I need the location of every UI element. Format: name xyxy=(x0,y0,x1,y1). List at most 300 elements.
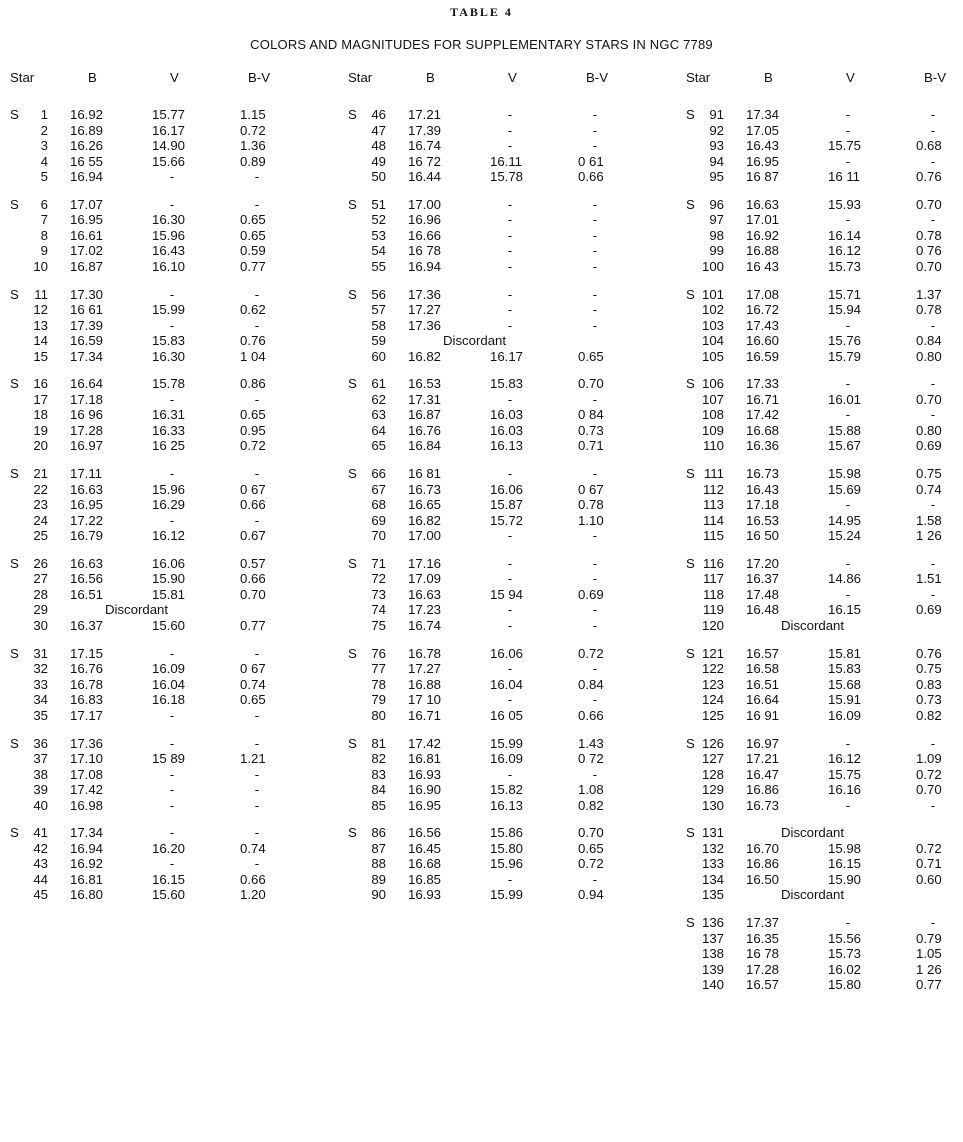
star-number: 6 xyxy=(40,196,48,212)
star-number: 127 xyxy=(701,751,724,767)
b-magnitude: 16.83 xyxy=(70,692,104,708)
v-magnitude: 15.99 xyxy=(490,735,524,751)
b-v-color: 0.72 xyxy=(578,645,604,661)
table-row xyxy=(10,287,300,303)
v-magnitude: - xyxy=(169,512,175,528)
star-number: 36 xyxy=(33,735,48,751)
discordant-note: Discordant xyxy=(105,602,169,618)
b-magnitude: 16.74 xyxy=(408,617,442,633)
b-v-color: 0.70 xyxy=(916,258,942,274)
b-magnitude: 16.43 xyxy=(746,138,780,153)
table-row xyxy=(348,767,638,783)
b-v-color: 1.09 xyxy=(916,751,942,767)
b-magnitude: 16.94 xyxy=(70,840,104,856)
star-number: 95 xyxy=(709,169,724,184)
table-row xyxy=(686,287,963,303)
star-group xyxy=(10,736,300,814)
star-number: 63 xyxy=(371,407,386,423)
table-row xyxy=(686,438,963,454)
b-magnitude: 17.43 xyxy=(746,317,780,333)
b-v-color: - xyxy=(930,555,936,571)
b-magnitude: 16.85 xyxy=(408,871,442,887)
star-prefix: S xyxy=(348,196,357,212)
table-row xyxy=(10,349,300,365)
b-v-color: - xyxy=(592,258,598,274)
v-magnitude: 16.29 xyxy=(152,497,186,513)
b-magnitude: 17.36 xyxy=(408,286,442,302)
table-row xyxy=(686,692,963,708)
v-magnitude: 16.04 xyxy=(152,676,186,692)
star-number: 20 xyxy=(33,438,48,454)
star-number: 35 xyxy=(33,707,48,723)
table-row xyxy=(10,302,300,318)
table-row xyxy=(348,872,638,888)
star-number: 128 xyxy=(701,766,724,782)
table-row xyxy=(10,692,300,708)
b-v-color: 0.76 xyxy=(240,333,266,349)
v-magnitude: 16 25 xyxy=(152,438,186,454)
b-magnitude: 16.94 xyxy=(70,169,104,184)
b-v-color: 0.69 xyxy=(916,602,942,618)
v-magnitude: 14.86 xyxy=(828,571,862,587)
b-v-color: 0.72 xyxy=(916,766,942,782)
v-magnitude: - xyxy=(169,825,175,841)
table-row xyxy=(686,154,963,170)
v-header: V xyxy=(508,70,517,85)
table-row xyxy=(686,466,963,482)
table-row xyxy=(686,228,963,244)
star-prefix: S xyxy=(686,196,695,212)
table-row xyxy=(348,154,638,170)
v-magnitude: - xyxy=(507,138,513,153)
star-number: 111 xyxy=(703,466,724,482)
b-v-color: - xyxy=(592,466,598,482)
v-magnitude: - xyxy=(845,122,851,138)
v-magnitude: - xyxy=(507,212,513,228)
star-number: 54 xyxy=(371,243,386,259)
table-row xyxy=(686,841,963,857)
table-row xyxy=(348,228,638,244)
b-v-color: - xyxy=(592,555,598,571)
v-magnitude: 16.17 xyxy=(490,348,524,364)
b-magnitude: 17.22 xyxy=(70,512,104,528)
b-magnitude: 16.37 xyxy=(70,617,104,633)
b-magnitude: 17.34 xyxy=(70,348,104,364)
v-magnitude: 16.10 xyxy=(152,258,186,274)
table-row xyxy=(348,841,638,857)
b-v-color: 0.68 xyxy=(916,138,942,153)
v-magnitude: 15.73 xyxy=(828,946,862,962)
b-v-color: 0.73 xyxy=(916,692,942,708)
table-row xyxy=(686,423,963,439)
b-v-color: 0.65 xyxy=(240,212,266,228)
star-number: 134 xyxy=(701,871,724,887)
table-row xyxy=(10,571,300,587)
table-row xyxy=(686,571,963,587)
star-number: 5 xyxy=(40,169,48,184)
table-row xyxy=(686,887,963,903)
b-magnitude: 16.50 xyxy=(746,871,780,887)
table-row xyxy=(348,169,638,185)
v-magnitude: 16.15 xyxy=(152,871,186,887)
b-magnitude: 16.81 xyxy=(70,871,104,887)
v-magnitude: 15.88 xyxy=(828,422,862,438)
table-row xyxy=(686,333,963,349)
star-number: 77 xyxy=(371,661,386,677)
star-group xyxy=(686,107,963,185)
table-row xyxy=(348,376,638,392)
star-number: 21 xyxy=(33,466,48,482)
b-magnitude: 16 78 xyxy=(408,243,442,259)
star-number: 120 xyxy=(701,617,724,633)
table-row xyxy=(348,407,638,423)
b-v-color: 0.70 xyxy=(916,782,942,798)
star-prefix: S xyxy=(10,286,19,302)
star-prefix: S xyxy=(686,735,695,751)
table-row xyxy=(348,571,638,587)
table-row xyxy=(10,602,300,618)
star-number: 23 xyxy=(33,497,48,513)
v-magnitude: 15.69 xyxy=(828,481,862,497)
v-magnitude: 16.17 xyxy=(152,122,186,138)
star-prefix: S xyxy=(348,376,357,392)
v-magnitude: 15 94 xyxy=(490,586,524,602)
b-v-color: 0 72 xyxy=(578,751,604,767)
b-v-color: - xyxy=(592,391,598,407)
table-row xyxy=(686,915,963,931)
b-magnitude: 17.42 xyxy=(746,407,780,423)
table-row xyxy=(686,661,963,677)
table-row xyxy=(10,197,300,213)
star-prefix: S xyxy=(686,555,695,571)
b-v-color: 0.66 xyxy=(578,169,604,184)
star-number: 31 xyxy=(33,645,48,661)
v-magnitude: 16.12 xyxy=(828,243,862,259)
v-magnitude: - xyxy=(845,497,851,513)
star-number: 45 xyxy=(33,887,48,903)
b-v-color: 0.69 xyxy=(578,586,604,602)
table-row xyxy=(10,123,300,139)
star-group xyxy=(686,376,963,454)
b-v-color: 0.76 xyxy=(916,169,942,184)
star-number: 7 xyxy=(40,212,48,228)
b-magnitude: 16.63 xyxy=(70,555,104,571)
star-number: 107 xyxy=(701,391,724,407)
b-v-color: 0.78 xyxy=(916,227,942,243)
star-number: 87 xyxy=(371,840,386,856)
b-v-color: 1.08 xyxy=(578,782,604,798)
star-header: Star xyxy=(686,70,711,85)
table-row xyxy=(10,407,300,423)
b-magnitude: 17.18 xyxy=(70,391,104,407)
v-magnitude: 16.06 xyxy=(490,645,524,661)
table-row xyxy=(10,243,300,259)
v-header: V xyxy=(846,70,855,85)
table-row xyxy=(10,466,300,482)
b-magnitude: 16.70 xyxy=(746,840,780,856)
table-row xyxy=(348,646,638,662)
b-v-color: - xyxy=(592,661,598,677)
star-number: 133 xyxy=(701,856,724,872)
table-row xyxy=(348,333,638,349)
b-v-color: 0.77 xyxy=(916,977,942,993)
table-row xyxy=(10,825,300,841)
v-magnitude: 15.60 xyxy=(152,887,186,903)
b-magnitude: 17.39 xyxy=(408,122,442,138)
b-v-color: - xyxy=(254,645,260,661)
table-row xyxy=(10,228,300,244)
v-magnitude: - xyxy=(169,169,175,184)
b-magnitude: 16.92 xyxy=(746,227,780,243)
b-v-color: 0.70 xyxy=(916,391,942,407)
star-number: 121 xyxy=(701,645,724,661)
star-number: 69 xyxy=(371,512,386,528)
b-magnitude: 17.17 xyxy=(70,707,104,723)
table-row xyxy=(348,602,638,618)
table-row xyxy=(686,513,963,529)
table-row xyxy=(348,661,638,677)
b-magnitude: 16.64 xyxy=(746,692,780,708)
b-magnitude: 16.88 xyxy=(746,243,780,259)
star-number: 15 xyxy=(33,348,48,364)
v-magnitude: - xyxy=(507,243,513,259)
v-magnitude: 15 89 xyxy=(152,751,186,767)
b-magnitude: 16.73 xyxy=(746,466,780,482)
table-row xyxy=(686,407,963,423)
star-number: 82 xyxy=(371,751,386,767)
star-group xyxy=(10,466,300,544)
star-group xyxy=(10,556,300,634)
b-magnitude: 16.56 xyxy=(70,571,104,587)
v-magnitude: - xyxy=(845,797,851,813)
v-magnitude: 15.77 xyxy=(152,107,186,122)
v-magnitude: - xyxy=(507,122,513,138)
star-group xyxy=(348,825,638,903)
table-row xyxy=(10,856,300,872)
table-row xyxy=(348,692,638,708)
b-v-color: 0.82 xyxy=(578,797,604,813)
star-number: 38 xyxy=(33,766,48,782)
b-magnitude: 16 87 xyxy=(746,169,780,184)
b-v-color: 0.76 xyxy=(916,645,942,661)
star-group xyxy=(686,466,963,544)
b-v-color: 1 26 xyxy=(916,961,942,977)
b-v-color: 0.70 xyxy=(578,825,604,841)
star-number: 37 xyxy=(33,751,48,767)
v-magnitude: 15.76 xyxy=(828,333,862,349)
table-row xyxy=(348,466,638,482)
star-number: 3 xyxy=(40,138,48,153)
discordant-note: Discordant xyxy=(781,887,845,903)
table-row xyxy=(348,782,638,798)
b-magnitude: 16.59 xyxy=(746,348,780,364)
star-prefix: S xyxy=(10,466,19,482)
b-magnitude: 17.28 xyxy=(70,422,104,438)
b-v-color: - xyxy=(254,512,260,528)
star-number: 131 xyxy=(701,825,724,841)
star-number: 40 xyxy=(33,797,48,813)
b-magnitude: 16.92 xyxy=(70,107,104,122)
b-v-color: - xyxy=(592,243,598,259)
b-magnitude: 16.61 xyxy=(70,227,104,243)
star-number: 124 xyxy=(701,692,724,708)
star-number: 100 xyxy=(701,258,724,274)
v-magnitude: - xyxy=(169,766,175,782)
table-row xyxy=(10,661,300,677)
b-magnitude: 17.23 xyxy=(408,602,442,618)
table-row xyxy=(686,646,963,662)
star-prefix: S xyxy=(348,107,357,122)
b-v-color: 0.74 xyxy=(240,676,266,692)
v-magnitude: - xyxy=(845,212,851,228)
star-group xyxy=(686,646,963,724)
b-v-color: 0.86 xyxy=(240,376,266,392)
b-v-color: - xyxy=(930,317,936,333)
star-number: 101 xyxy=(701,286,724,302)
star-number: 79 xyxy=(371,692,386,708)
b-magnitude: 17 10 xyxy=(408,692,442,708)
v-magnitude: 15.98 xyxy=(828,466,862,482)
b-v-color: 0.65 xyxy=(240,227,266,243)
b-magnitude: 17.08 xyxy=(70,766,104,782)
table-row xyxy=(348,497,638,513)
b-magnitude: 16.74 xyxy=(408,138,442,153)
v-magnitude: 16.20 xyxy=(152,840,186,856)
star-number: 16 xyxy=(33,376,48,392)
star-number: 52 xyxy=(371,212,386,228)
v-magnitude: 15.67 xyxy=(828,438,862,454)
star-number: 58 xyxy=(371,317,386,333)
b-v-color: 0.59 xyxy=(240,243,266,259)
star-number: 46 xyxy=(371,107,386,122)
table-row xyxy=(686,977,963,993)
star-prefix: S xyxy=(348,555,357,571)
star-number: 75 xyxy=(371,617,386,633)
table-row xyxy=(686,392,963,408)
b-magnitude: 16.89 xyxy=(70,122,104,138)
star-number: 83 xyxy=(371,766,386,782)
v-magnitude: 16.12 xyxy=(828,751,862,767)
star-number: 86 xyxy=(371,825,386,841)
b-v-color: - xyxy=(930,122,936,138)
table-row xyxy=(348,302,638,318)
table-row xyxy=(10,376,300,392)
table-row xyxy=(686,138,963,154)
b-v-color: 0 67 xyxy=(240,481,266,497)
star-number: 140 xyxy=(701,977,724,993)
b-v-color: 0.66 xyxy=(240,571,266,587)
v-magnitude: - xyxy=(169,735,175,751)
b-magnitude: 16.76 xyxy=(408,422,442,438)
table-column-3 xyxy=(686,70,963,1005)
b-v-color: - xyxy=(592,617,598,633)
v-magnitude: - xyxy=(507,286,513,302)
star-number: 71 xyxy=(371,555,386,571)
b-v-color: - xyxy=(254,766,260,782)
b-magnitude: 16.63 xyxy=(70,481,104,497)
b-v-color: 0.66 xyxy=(578,707,604,723)
discordant-note: Discordant xyxy=(443,333,507,349)
b-magnitude: 16.65 xyxy=(408,497,442,513)
star-number: 122 xyxy=(701,661,724,677)
star-group xyxy=(348,287,638,365)
b-magnitude: 16 50 xyxy=(746,528,780,544)
v-magnitude: 16.18 xyxy=(152,692,186,708)
star-number: 73 xyxy=(371,586,386,602)
star-number: 84 xyxy=(371,782,386,798)
table-row xyxy=(10,872,300,888)
v-magnitude: 16.30 xyxy=(152,212,186,228)
b-magnitude: 16.78 xyxy=(70,676,104,692)
star-number: 92 xyxy=(709,122,724,138)
star-number: 48 xyxy=(371,138,386,153)
v-magnitude: 14.90 xyxy=(152,138,186,153)
table-row xyxy=(686,708,963,724)
b-magnitude: 17.37 xyxy=(746,915,780,931)
bv-header: B-V xyxy=(586,70,608,85)
v-magnitude: 16.11 xyxy=(490,153,523,169)
star-number: 34 xyxy=(33,692,48,708)
star-number: 125 xyxy=(701,707,724,723)
v-magnitude: - xyxy=(169,391,175,407)
b-magnitude: 16 43 xyxy=(746,258,780,274)
table-row xyxy=(686,259,963,275)
b-magnitude: 16.76 xyxy=(70,661,104,677)
v-magnitude: 16.06 xyxy=(152,555,186,571)
table-row xyxy=(10,556,300,572)
b-v-color: - xyxy=(930,797,936,813)
v-magnitude: 16.04 xyxy=(490,676,524,692)
star-number: 67 xyxy=(371,481,386,497)
v-magnitude: - xyxy=(507,571,513,587)
star-group xyxy=(686,197,963,275)
star-number: 116 xyxy=(702,555,724,571)
star-number: 49 xyxy=(371,153,386,169)
b-v-color: 0.57 xyxy=(240,555,266,571)
b-magnitude: 16.81 xyxy=(408,751,442,767)
star-number: 78 xyxy=(371,676,386,692)
star-number: 76 xyxy=(371,645,386,661)
table-row xyxy=(10,798,300,814)
b-v-color: - xyxy=(930,376,936,392)
b-magnitude: 16.92 xyxy=(70,856,104,872)
b-magnitude: 16.87 xyxy=(408,407,442,423)
star-number: 25 xyxy=(33,528,48,544)
b-v-color: 0.75 xyxy=(916,466,942,482)
star-group xyxy=(686,287,963,365)
b-v-color: 0.77 xyxy=(240,617,266,633)
b-v-color: - xyxy=(592,107,598,122)
b-magnitude: 17.01 xyxy=(746,212,780,228)
table-row xyxy=(686,856,963,872)
b-magnitude: 16.95 xyxy=(746,153,780,169)
v-magnitude: 15.72 xyxy=(490,512,524,528)
b-magnitude: 16.57 xyxy=(746,977,780,993)
b-v-color: - xyxy=(930,497,936,513)
star-header: Star xyxy=(348,70,373,85)
b-magnitude: 16.94 xyxy=(408,258,442,274)
star-group xyxy=(686,915,963,993)
star-number: 26 xyxy=(33,555,48,571)
star-prefix: S xyxy=(686,376,695,392)
table-row xyxy=(348,587,638,603)
b-v-color: 0.83 xyxy=(916,676,942,692)
b-v-color: 0.65 xyxy=(578,840,604,856)
b-v-color: 0.72 xyxy=(240,438,266,454)
b-magnitude: 17.21 xyxy=(746,751,780,767)
table-title: COLORS AND MAGNITUDES FOR SUPPLEMENTARY STARS IN NGC 7789 xyxy=(250,37,713,52)
table-row xyxy=(686,767,963,783)
